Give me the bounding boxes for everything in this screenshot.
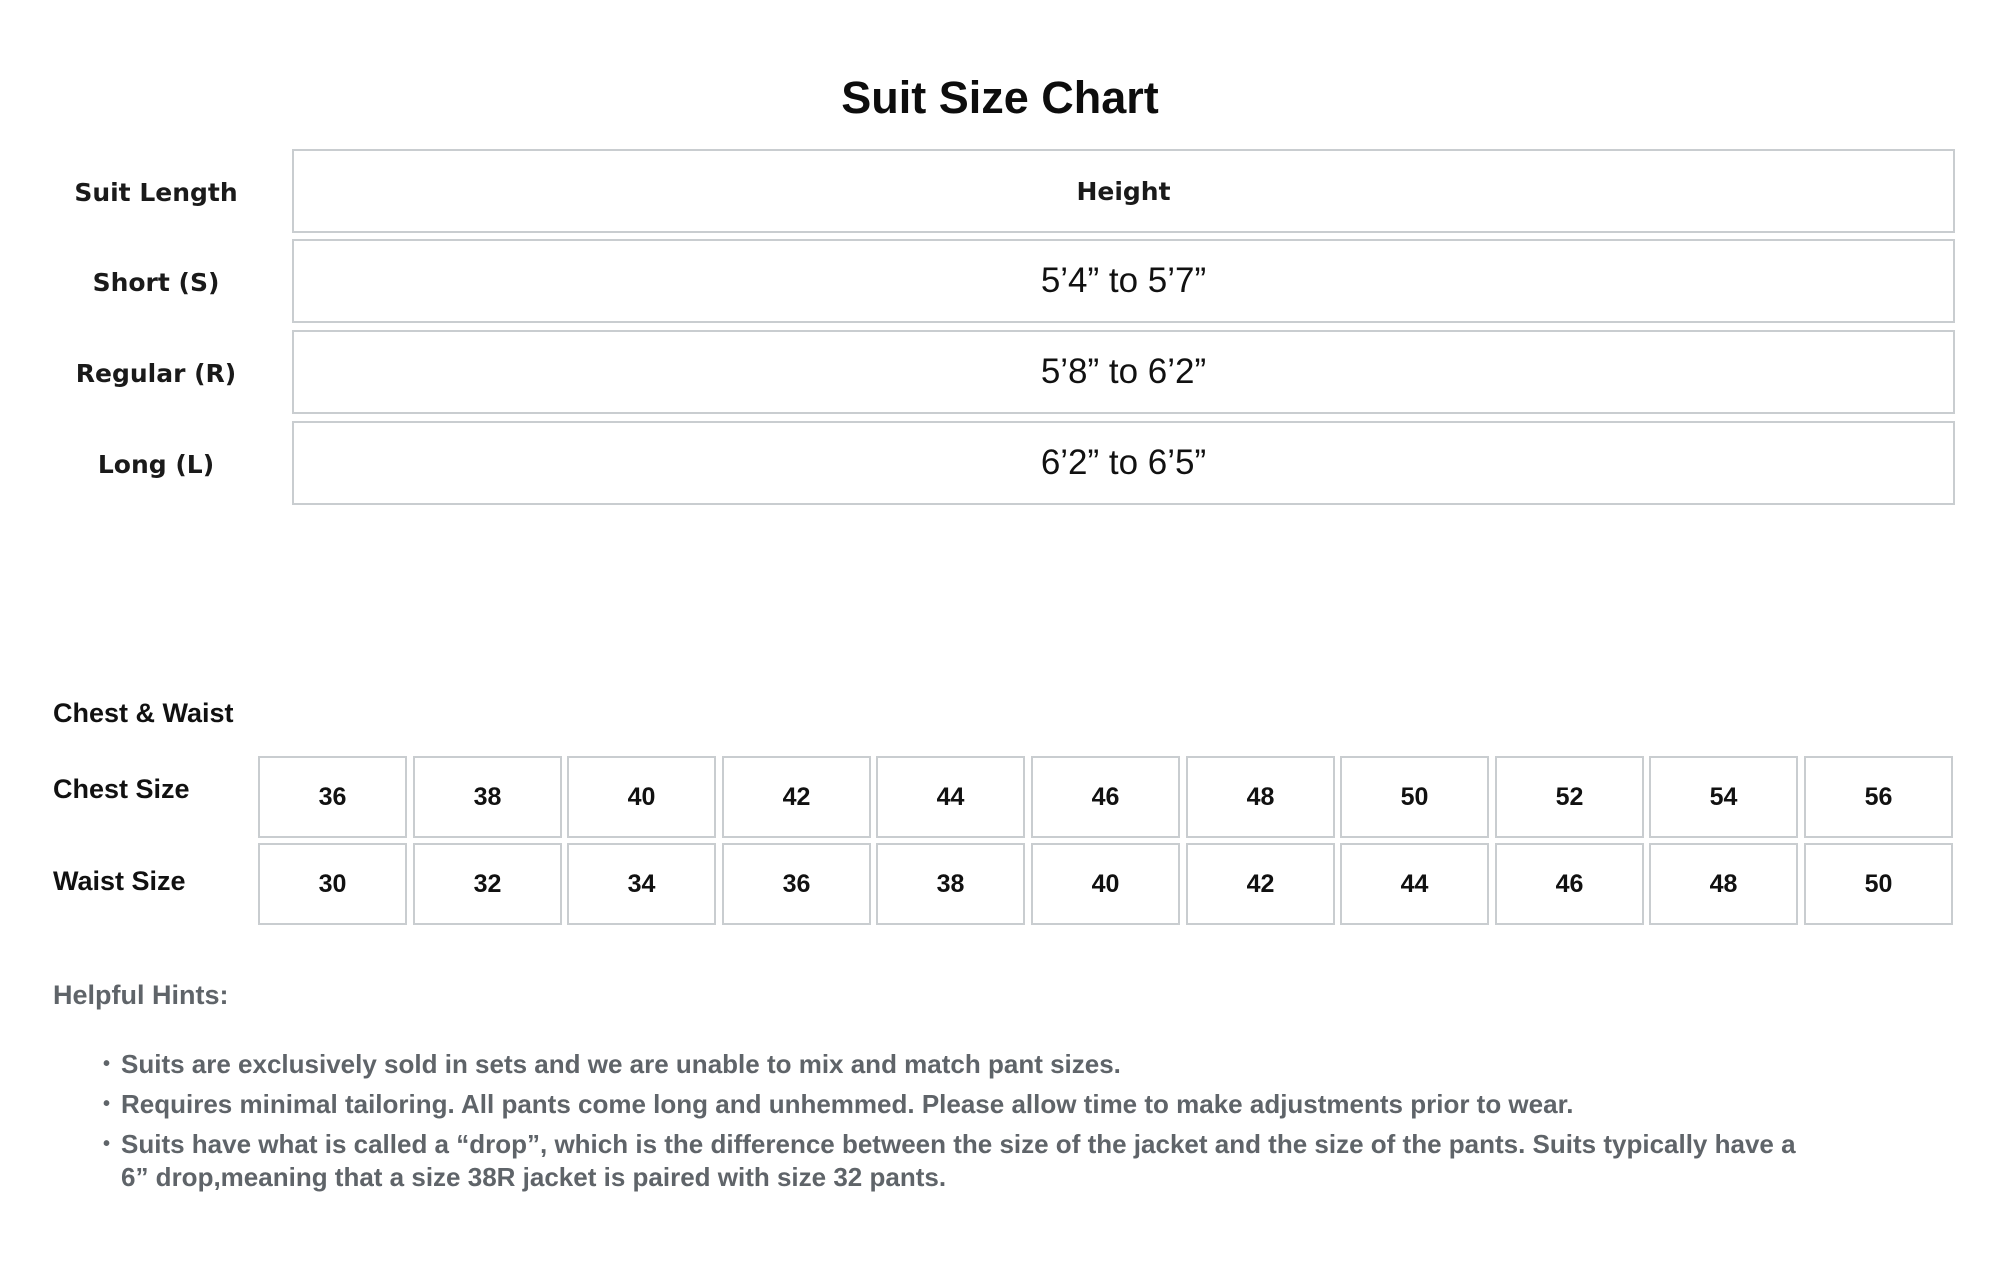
waist-size-cell: 38 — [876, 843, 1025, 925]
page-title — [0, 72, 2000, 124]
chest-size-cell: 52 — [1495, 756, 1644, 838]
suit-length-label: Regular (R) — [75, 358, 237, 388]
bullet-icon: • — [103, 1053, 111, 1075]
chest-size-cell: 38 — [413, 756, 562, 838]
chest-size-cell: 48 — [1186, 756, 1335, 838]
chest-size-cell: 54 — [1649, 756, 1798, 838]
hint-text: Suits have what is called a “drop”, which is the difference between the size of the jacket and the size of the pants. Suits typically have a 6” drop,meaning that a size 38R jacket is paired with size 32 pants. — [121, 1129, 1796, 1192]
chest-size-cell: 36 — [258, 756, 407, 838]
page-title-text: Suit Size Chart — [841, 72, 1159, 123]
waist-size-cell: 40 — [1031, 843, 1180, 925]
height-value-cell: 5’4” to 5’7” — [292, 239, 1955, 323]
height-value-cell: 5’8” to 6’2” — [292, 330, 1955, 414]
chest-size-cell: 42 — [722, 756, 871, 838]
chest-size-cell: 46 — [1031, 756, 1180, 838]
suit-length-label: Short (S) — [92, 267, 220, 297]
waist-size-label: Waist Size — [53, 866, 186, 896]
hint-item — [103, 1128, 1811, 1194]
suit-length-label: Long (L) — [97, 449, 215, 479]
chest-size-cell: 50 — [1340, 756, 1489, 838]
suit-length-row-regular — [0, 330, 1960, 416]
chest-size-cell: 40 — [567, 756, 716, 838]
chest-waist-heading: Chest & Waist — [53, 698, 234, 728]
suit-length-row-short — [0, 239, 1960, 325]
hint-text: Requires minimal tailoring. All pants come long and unhemmed. Please allow time to make adjustments prior to wear. — [121, 1089, 1574, 1119]
suit-length-row-long — [0, 421, 1960, 507]
chest-size-cell: 44 — [876, 756, 1025, 838]
chest-size-cell: 56 — [1804, 756, 1953, 838]
bullet-icon: • — [103, 1093, 111, 1115]
height-value-cell: 6’2” to 6’5” — [292, 421, 1955, 505]
hint-item — [103, 1088, 1903, 1121]
waist-size-cell: 50 — [1804, 843, 1953, 925]
helpful-hints-list — [103, 1048, 1903, 1201]
waist-size-cell: 34 — [567, 843, 716, 925]
suit-length-header-row — [0, 149, 1960, 235]
waist-size-cell: 30 — [258, 843, 407, 925]
hint-item — [103, 1048, 1903, 1081]
suit-length-header-label: Suit Length — [74, 177, 238, 207]
waist-size-cell: 48 — [1649, 843, 1798, 925]
hint-text: Suits are exclusively sold in sets and we are unable to mix and match pant sizes. — [121, 1049, 1121, 1079]
waist-size-cell: 42 — [1186, 843, 1335, 925]
waist-size-cell: 46 — [1495, 843, 1644, 925]
waist-size-cell: 44 — [1340, 843, 1489, 925]
helpful-hints-title: Helpful Hints: — [53, 980, 229, 1010]
waist-size-cell: 36 — [722, 843, 871, 925]
bullet-icon: • — [103, 1133, 111, 1155]
height-header-cell: Height — [292, 149, 1955, 233]
waist-size-cell: 32 — [413, 843, 562, 925]
chest-size-label: Chest Size — [53, 774, 190, 804]
